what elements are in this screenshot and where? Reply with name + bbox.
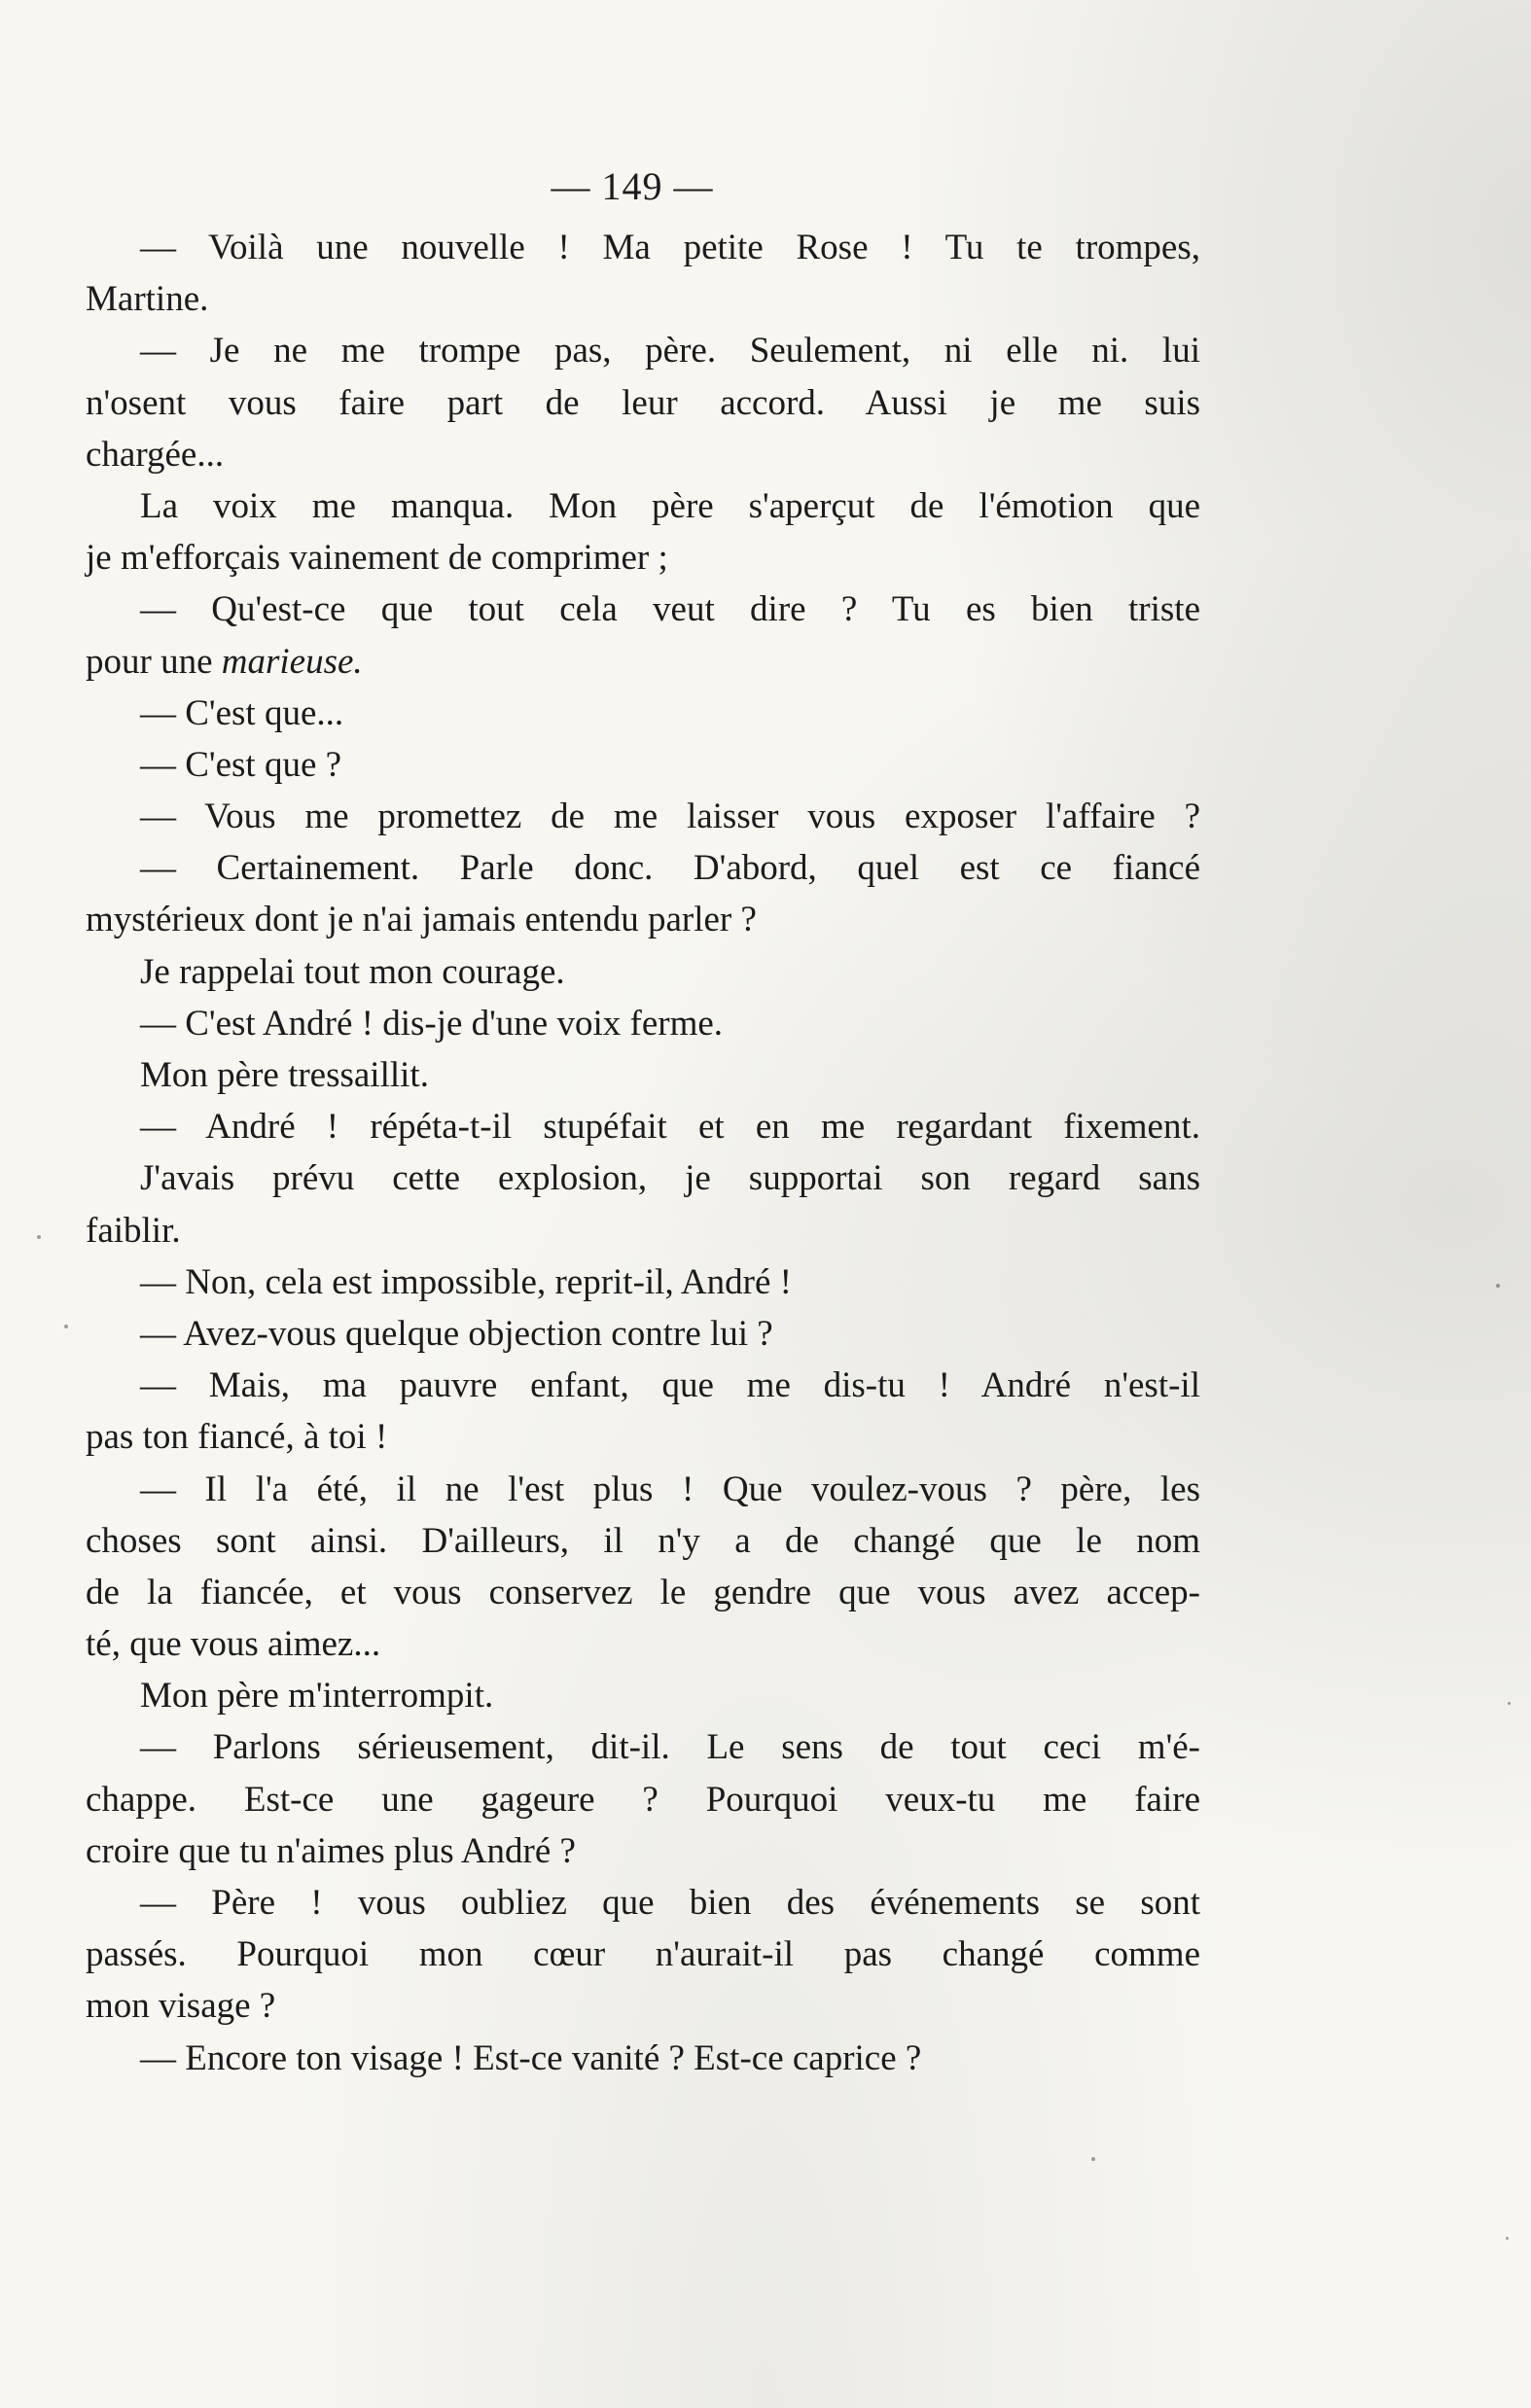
text-line	[86, 1618, 1200, 1670]
text-line-content: chargée...	[86, 434, 225, 475]
text-line	[86, 1515, 1200, 1567]
text-line	[86, 222, 1200, 273]
text-line	[86, 1152, 1200, 1204]
text-line-content: — Vous me promettez de me laisser vous exposer l'affaire ?	[140, 797, 1200, 837]
text-line	[86, 894, 1200, 945]
text-line-content: J'avais prévu cette explosion, je supportai son regard sans	[140, 1158, 1200, 1199]
text-line	[86, 1721, 1200, 1773]
text-line	[86, 688, 1200, 739]
scan-speck	[1508, 1702, 1511, 1705]
text-line-content: Mon père tressaillit.	[140, 1055, 429, 1095]
text-line	[86, 1464, 1200, 1515]
text-line-content: choses sont ainsi. D'ailleurs, il n'y a de changé que le nom	[86, 1520, 1200, 1561]
text-line	[86, 1205, 1200, 1257]
text-line-content: pour une	[86, 641, 222, 682]
text-line-content: La voix me manqua. Mon père s'aperçut de l'émotion que	[140, 485, 1200, 526]
text-line	[86, 1877, 1200, 1929]
text-line-content: — Avez-vous quelque objection contre lui ?	[140, 1313, 773, 1354]
text-line	[86, 273, 1200, 325]
text-line-content: — Parlons sérieusement, dit-il. Le sens de tout ceci m'é-	[140, 1727, 1200, 1768]
text-line	[86, 842, 1200, 894]
text-line	[86, 1825, 1200, 1877]
text-line	[86, 1411, 1200, 1463]
text-line-content: — André ! répéta-t-il stupéfait et en me regardant fixement.	[140, 1107, 1200, 1148]
text-line	[86, 636, 1200, 688]
text-line-content: n'osent vous faire part de leur accord. Aussi je me suis	[86, 382, 1200, 423]
text-line-content: de la fiancée, et vous conservez le gendre que vous avez accep-	[86, 1572, 1200, 1612]
italic-word: marieuse.	[221, 641, 363, 682]
text-line-content: mon visage ?	[86, 1986, 276, 2027]
text-line	[86, 377, 1200, 429]
text-line-content: — Certainement. Parle donc. D'abord, quel est ce fiancé	[140, 848, 1200, 889]
text-line	[86, 1049, 1200, 1101]
scan-speck	[37, 1235, 41, 1239]
text-line-content: — Qu'est-ce que tout cela veut dire ? Tu es bien triste	[140, 589, 1200, 630]
text-line-content: mystérieux dont je n'ai jamais entendu parler ?	[86, 900, 757, 940]
text-line-content: croire que tu n'aimes plus André ?	[86, 1830, 576, 1871]
text-line	[86, 480, 1200, 532]
text-line	[86, 584, 1200, 635]
text-line	[86, 2033, 1200, 2084]
body-text	[86, 222, 1200, 2084]
text-line-content: chappe. Est-ce une gageure ? Pourquoi veux-tu me faire	[86, 1779, 1200, 1820]
text-line	[86, 739, 1200, 791]
text-line	[86, 325, 1200, 376]
text-line-content: — Il l'a été, il ne l'est plus ! Que voulez-vous ? père, les	[140, 1469, 1200, 1509]
text-line	[86, 1670, 1200, 1721]
text-line	[86, 1929, 1200, 1980]
text-line-content: — Encore ton visage ! Est-ce vanité ? Est-ce caprice ?	[140, 2037, 922, 2078]
text-line-content: té, que vous aimez...	[86, 1624, 381, 1665]
text-line	[86, 1257, 1200, 1308]
text-line-content: Mon père m'interrompit.	[140, 1676, 494, 1717]
text-line	[86, 946, 1200, 998]
text-line	[86, 1101, 1200, 1152]
scan-speck	[64, 1325, 68, 1328]
text-line-content: passés. Pourquoi mon cœur n'aurait-il pas changé comme	[86, 1934, 1200, 1975]
text-line-content: — Voilà une nouvelle ! Ma petite Rose ! Tu te trompes,	[140, 228, 1200, 267]
text-line	[86, 1774, 1200, 1825]
text-line	[86, 791, 1200, 842]
text-line-content: — Je ne me trompe pas, père. Seulement, ni elle ni. lui	[140, 331, 1200, 372]
text-line-content: — C'est André ! dis-je d'une voix ferme.	[140, 1003, 724, 1044]
text-line	[86, 532, 1200, 584]
scan-speck	[1091, 2157, 1095, 2161]
text-line-content: pas ton fiancé, à toi !	[86, 1417, 388, 1458]
text-line-content: — C'est que ?	[140, 744, 342, 785]
text-line-content: — C'est que...	[140, 692, 344, 733]
text-line-content: Martine.	[86, 279, 209, 320]
text-line	[86, 998, 1200, 1049]
text-line	[86, 429, 1200, 480]
scan-speck	[1506, 2237, 1509, 2240]
text-line	[86, 1308, 1200, 1360]
text-line-content: faiblir.	[86, 1210, 181, 1251]
text-line	[86, 1567, 1200, 1618]
scan-speck	[1496, 1284, 1500, 1288]
text-line-content: — Père ! vous oubliez que bien des événements se sont	[140, 1883, 1200, 1923]
text-line-content: je m'efforçais vainement de comprimer ;	[86, 538, 668, 579]
text-line	[86, 1980, 1200, 2032]
text-line-content: — Mais, ma pauvre enfant, que me dis-tu ! André n'est-il	[140, 1365, 1200, 1406]
page-number: — 149 —	[551, 164, 714, 208]
text-line-content: Je rappelai tout mon courage.	[140, 951, 565, 992]
text-line-content: — Non, cela est impossible, reprit-il, André !	[140, 1261, 792, 1302]
text-line	[86, 1360, 1200, 1411]
